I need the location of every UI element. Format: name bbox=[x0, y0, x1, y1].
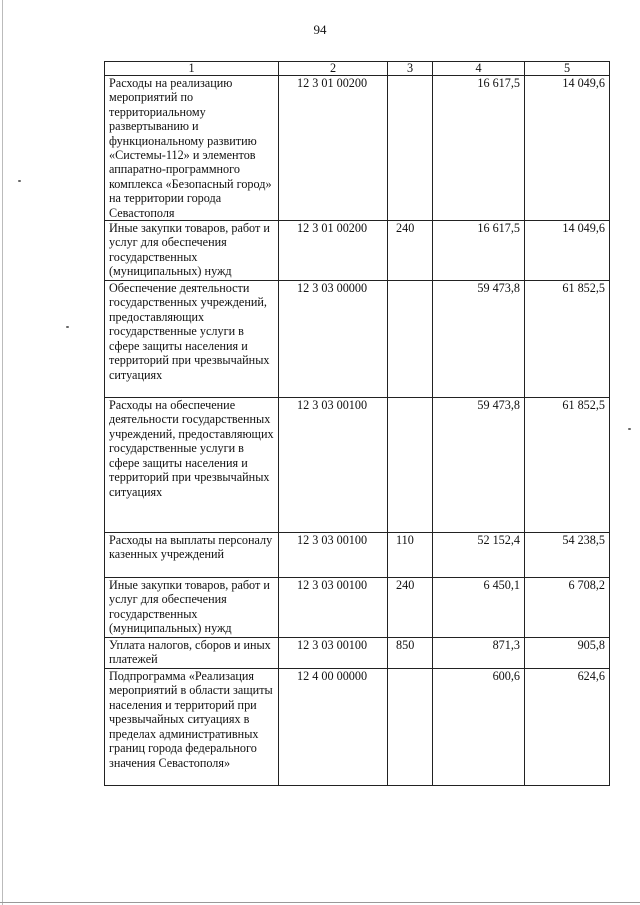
amount-year1-cell: 6 450,1 bbox=[433, 578, 525, 638]
expense-type-cell: 240 bbox=[388, 221, 433, 281]
scan-edge-bottom bbox=[0, 902, 640, 903]
amount-year2-cell: 624,6 bbox=[525, 669, 610, 786]
table-row bbox=[105, 578, 610, 638]
header-cell: 5 bbox=[525, 62, 610, 76]
amount-year2-cell: 905,8 bbox=[525, 638, 610, 669]
scan-speck bbox=[628, 428, 631, 430]
budget-table bbox=[104, 61, 610, 786]
target-code-cell: 12 3 01 00200 bbox=[279, 221, 388, 281]
target-code-cell: 12 3 01 00200 bbox=[279, 76, 388, 221]
target-code-cell: 12 3 03 00100 bbox=[279, 533, 388, 578]
expense-type-cell bbox=[388, 669, 433, 786]
target-code-cell: 12 3 03 00100 bbox=[279, 638, 388, 669]
amount-year1-cell: 16 617,5 bbox=[433, 76, 525, 221]
amount-year2-cell: 14 049,6 bbox=[525, 76, 610, 221]
expense-type-cell: 240 bbox=[388, 578, 433, 638]
amount-year2-cell: 6 708,2 bbox=[525, 578, 610, 638]
expense-name-cell: Расходы на выплаты персоналу казенных учреждений bbox=[105, 533, 279, 578]
target-code-cell: 12 3 03 00000 bbox=[279, 281, 388, 398]
scan-speck bbox=[66, 326, 69, 328]
expense-name-cell: Расходы на реализацию мероприятий по территориальному развертыванию и функциональному развитию «Системы-112» и элементов аппаратно-программного комплекса «Безопасный город» на территории города Севастополя bbox=[105, 76, 279, 221]
table-row bbox=[105, 76, 610, 221]
expense-name-cell: Иные закупки товаров, работ и услуг для обеспечения государственных (муниципальных) нужд bbox=[105, 221, 279, 281]
amount-year1-cell: 871,3 bbox=[433, 638, 525, 669]
table-row bbox=[105, 669, 610, 786]
amount-year1-cell: 16 617,5 bbox=[433, 221, 525, 281]
expense-name-cell: Подпрограмма «Реализация мероприятий в области защиты населения и территорий при чрезвычайных ситуациях в пределах административных границ города федерального значения Севастополя» bbox=[105, 669, 279, 786]
table-row bbox=[105, 221, 610, 281]
amount-year2-cell: 14 049,6 bbox=[525, 221, 610, 281]
target-code-cell: 12 3 03 00100 bbox=[279, 578, 388, 638]
amount-year1-cell: 59 473,8 bbox=[433, 281, 525, 398]
expense-name-cell: Расходы на обеспечение деятельности государственных учреждений, предоставляющих государственные услуги в сфере защиты населения и территорий при чрезвычайных ситуациях bbox=[105, 398, 279, 533]
amount-year2-cell: 54 238,5 bbox=[525, 533, 610, 578]
amount-year2-cell: 61 852,5 bbox=[525, 398, 610, 533]
expense-name-cell: Уплата налогов, сборов и иных платежей bbox=[105, 638, 279, 669]
page-number: 94 bbox=[313, 22, 327, 37]
expense-type-cell bbox=[388, 398, 433, 533]
expense-type-cell: 850 bbox=[388, 638, 433, 669]
target-code-cell: 12 3 03 00100 bbox=[279, 398, 388, 533]
expense-name-cell: Иные закупки товаров, работ и услуг для обеспечения государственных (муниципальных) нужд bbox=[105, 578, 279, 638]
expense-type-cell: 110 bbox=[388, 533, 433, 578]
amount-year1-cell: 600,6 bbox=[433, 669, 525, 786]
amount-year2-cell: 61 852,5 bbox=[525, 281, 610, 398]
table-row bbox=[105, 638, 610, 669]
expense-type-cell bbox=[388, 76, 433, 221]
header-cell: 3 bbox=[388, 62, 433, 76]
header-cell: 2 bbox=[279, 62, 388, 76]
table-row bbox=[105, 533, 610, 578]
target-code-cell: 12 4 00 00000 bbox=[279, 669, 388, 786]
table-row bbox=[105, 281, 610, 398]
header-cell: 1 bbox=[105, 62, 279, 76]
amount-year1-cell: 52 152,4 bbox=[433, 533, 525, 578]
expense-type-cell bbox=[388, 281, 433, 398]
amount-year1-cell: 59 473,8 bbox=[433, 398, 525, 533]
header-row bbox=[105, 62, 610, 76]
scan-edge-left bbox=[2, 0, 3, 905]
table-row bbox=[105, 398, 610, 533]
scan-speck bbox=[18, 180, 21, 182]
expense-name-cell: Обеспечение деятельности государственных учреждений, предоставляющих государственные услуги в сфере защиты населения и территорий при чрезвычайных ситуациях bbox=[105, 281, 279, 398]
header-cell: 4 bbox=[433, 62, 525, 76]
